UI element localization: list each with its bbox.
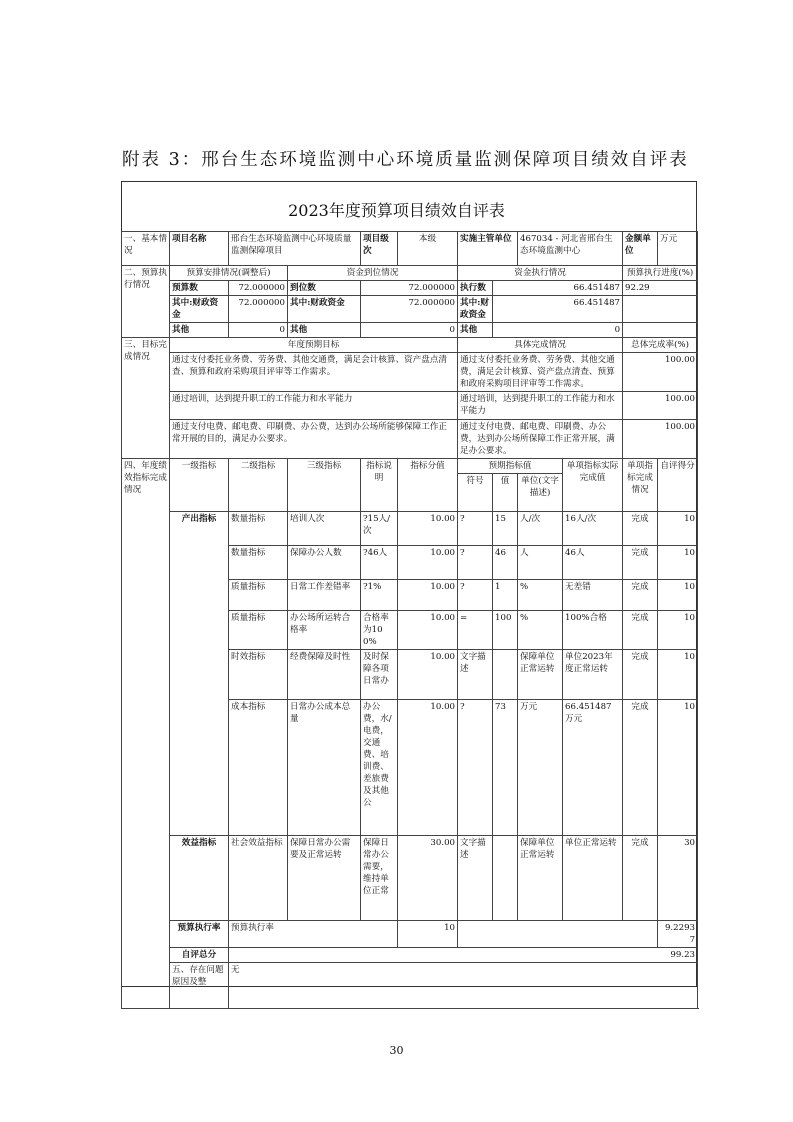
indicator-score: 10.00 — [398, 611, 458, 650]
exec-rate-self-score: 9.22937 — [658, 921, 698, 948]
project-level-label: 项目级次 — [361, 232, 398, 266]
exec-value: 66.451487 — [493, 296, 623, 323]
indicator-desc: ?46人 — [361, 546, 398, 580]
indicator-score: 10.00 — [398, 650, 458, 700]
indicator-l2: 数量指标 — [229, 512, 288, 546]
indicator-unit: 保障单位正常运转 — [518, 836, 563, 921]
indicator-status: 完成 — [623, 611, 658, 650]
section-indicators: 四、年度绩效指标完成情况 — [122, 459, 170, 1009]
budget-row — [122, 323, 698, 338]
exec-label: 其他 — [458, 323, 493, 338]
arrival-label: 其中:财政资金 — [288, 296, 361, 323]
indicator-op: = — [458, 611, 493, 650]
form-title: 2023年度预算项目绩效自评表 — [288, 201, 505, 220]
indicator-unit: % — [518, 611, 563, 650]
issues-row — [122, 963, 698, 1009]
unit-label: 实施主管单位 — [458, 232, 518, 266]
exec-rate-value — [623, 296, 698, 323]
basic-row — [122, 232, 698, 266]
output-indicator-label: 产出指标 — [170, 512, 229, 836]
indicator-op: ? — [458, 700, 493, 836]
header-score: 指标分值 — [398, 459, 458, 512]
goals-annual-header: 年度预期目标 — [170, 338, 458, 353]
arrival-value: 72.000000 — [361, 281, 458, 296]
project-name-label: 项目名称 — [170, 232, 229, 266]
budget-label: 预算数 — [170, 281, 229, 296]
indicator-l3: 保障日常办公需要及正常运转 — [288, 836, 361, 921]
indicator-self-score: 10 — [658, 546, 698, 580]
indicator-status: 完成 — [623, 580, 658, 611]
indicator-l2: 质量指标 — [229, 580, 288, 611]
header-actual: 单项指标实际完成值 — [563, 459, 623, 512]
indicator-self-score: 10 — [658, 650, 698, 700]
header-unit: 单位(文字描述) — [518, 474, 563, 512]
indicator-op: ? — [458, 512, 493, 546]
indicator-row — [122, 512, 698, 546]
indicator-score: 10.00 — [398, 580, 458, 611]
exec-rate-label: 预算执行率 — [170, 921, 229, 948]
indicator-l2: 社会效益指标 — [229, 836, 288, 921]
indicator-self-score: 30 — [658, 836, 698, 921]
goal-done: 通过支付电费、邮电费、印刷费、办公费，达到办公场所保障工作正常开展，满足办公要求。 — [458, 420, 623, 459]
indicator-self-score: 10 — [658, 700, 698, 836]
indicator-score: 10.00 — [398, 700, 458, 836]
indicator-actual: 16人/次 — [563, 512, 623, 546]
budget-label: 其他 — [170, 323, 229, 338]
indicator-desc: 办公费，水/电费，交通费、培训费、差旅费及其他公 — [361, 700, 398, 836]
indicator-self-score: 10 — [658, 580, 698, 611]
goal-rate: 100.00 — [623, 392, 698, 420]
budget-header-row — [122, 266, 698, 281]
exec-rate-l2: 预算执行率 — [229, 921, 398, 948]
unit-value: 467034 - 河北省邢台生态环境监测中心 — [518, 232, 623, 266]
goals-rate-header: 总体完成率(%) — [623, 338, 698, 353]
goal-annual: 通过支付委托业务费、劳务费、其他交通费，满足会计核算、资产盘点清查、预算和政府采购项目评审等工作需求。 — [170, 353, 458, 392]
exec-rate-value — [623, 323, 698, 338]
header-self-score: 自评得分 — [658, 459, 698, 512]
section-budget: 二、预算执行情况 — [122, 266, 170, 338]
indicator-unit: 保障单位正常运转 — [518, 650, 563, 700]
indicator-l2: 质量指标 — [229, 611, 288, 650]
indicator-val — [493, 836, 518, 921]
arrival-label: 其他 — [288, 323, 361, 338]
exec-rate-row — [122, 921, 698, 948]
indicator-val: 1 — [493, 580, 518, 611]
arrival-label: 到位数 — [288, 281, 361, 296]
goal-rate: 100.00 — [623, 420, 698, 459]
indicator-op: 文字描述 — [458, 650, 493, 700]
indicator-l3: 培训人次 — [288, 512, 361, 546]
header-status: 单项指标完成情况 — [623, 459, 658, 512]
arrival-value: 72.000000 — [361, 296, 458, 323]
indicator-header-row — [122, 459, 698, 474]
indicator-desc: ?15人/次 — [361, 512, 398, 546]
exec-rate-score: 10 — [398, 921, 458, 948]
indicator-l2: 成本指标 — [229, 700, 288, 836]
goal-rate: 100.00 — [623, 353, 698, 392]
goals-done-header: 具体完成情况 — [458, 338, 623, 353]
indicator-val — [493, 650, 518, 700]
indicator-actual: 100%合格 — [563, 611, 623, 650]
exec-rate-blank — [458, 921, 658, 948]
exec-value: 66.451487 — [493, 281, 623, 296]
section-goals: 三、目标完成情况 — [122, 338, 170, 459]
indicator-l3: 办公场所运转合格率 — [288, 611, 361, 650]
indicator-op: 文字描述 — [458, 836, 493, 921]
header-op: 符号 — [458, 474, 493, 512]
indicator-status: 完成 — [623, 546, 658, 580]
indicator-l3: 经费保障及时性 — [288, 650, 361, 700]
header-expected: 预期指标值 — [458, 459, 563, 474]
budget-value: 72.000000 — [229, 296, 288, 323]
indicator-score: 10.00 — [398, 512, 458, 546]
section-basic: 一、基本情况 — [122, 232, 170, 266]
indicator-l2: 时效指标 — [229, 650, 288, 700]
header-desc: 指标说明 — [361, 459, 398, 512]
amount-unit-label: 金额单位 — [623, 232, 658, 266]
indicator-status: 完成 — [623, 836, 658, 921]
goal-row — [122, 353, 698, 392]
budget-value: 72.000000 — [229, 281, 288, 296]
indicator-l3: 日常工作差错率 — [288, 580, 361, 611]
indicator-desc: ?1% — [361, 580, 398, 611]
indicator-status: 完成 — [623, 700, 658, 836]
indicator-val: 15 — [493, 512, 518, 546]
goals-header-row — [122, 338, 698, 353]
exec-value: 0 — [493, 323, 623, 338]
indicator-row — [122, 836, 698, 921]
indicator-op: ? — [458, 580, 493, 611]
project-name-value: 邢台生态环境监测中心环境质量监测保障项目 — [229, 232, 361, 266]
goal-row — [122, 392, 698, 420]
indicator-status: 完成 — [623, 650, 658, 700]
header-level1: 一级指标 — [170, 459, 229, 512]
budget-plan-header: 预算安排情况(调整后) — [170, 266, 288, 281]
exec-label: 执行数 — [458, 281, 493, 296]
indicator-self-score: 10 — [658, 512, 698, 546]
header-level2: 二级指标 — [229, 459, 288, 512]
total-value: 99.23 — [229, 948, 698, 963]
indicator-val: 46 — [493, 546, 518, 580]
budget-rate-header: 预算执行进度(%) — [623, 266, 698, 281]
indicator-actual: 单位2023年度正常运转 — [563, 650, 623, 700]
indicator-unit: 万元 — [518, 700, 563, 836]
evaluation-table — [121, 231, 698, 1009]
goal-annual: 通过支付电费、邮电费、印刷费、办公费，达到办公场所能够保障工作正常开展的目的，满足办公要求。 — [170, 420, 458, 459]
page-title: 附表 3：邢台生态环境监测中心环境质量监测保障项目绩效自评表 — [122, 150, 689, 170]
goal-done: 通过支付委托业务费、劳务费、其他交通费，满足会计核算、资产盘点清查、预算和政府采购项目评审等工作需求。 — [458, 353, 623, 392]
issues-value: 无 — [229, 963, 698, 1009]
budget-arrival-header: 资金到位情况 — [288, 266, 458, 281]
amount-unit-value: 万元 — [658, 232, 698, 266]
header-level3: 三级指标 — [288, 459, 361, 512]
indicator-actual: 46人 — [563, 546, 623, 580]
indicator-actual: 66.451487万元 — [563, 700, 623, 836]
indicator-l3: 保障办公人数 — [288, 546, 361, 580]
goal-row — [122, 420, 698, 459]
budget-row — [122, 296, 698, 323]
goal-done: 通过培训，达到提升职工的工作能力和水平能力 — [458, 392, 623, 420]
indicator-desc: 合格率为100% — [361, 611, 398, 650]
exec-rate-value: 92.29 — [623, 281, 698, 296]
indicator-actual: 单位正常运转 — [563, 836, 623, 921]
indicator-actual: 无差错 — [563, 580, 623, 611]
indicator-val: 73 — [493, 700, 518, 836]
goal-annual: 通过培训，达到提升职工的工作能力和水平能力 — [170, 392, 458, 420]
budget-label: 其中:财政资金 — [170, 296, 229, 323]
indicator-unit: 人/次 — [518, 512, 563, 546]
total-label: 自评总分 — [170, 948, 229, 963]
budget-row — [122, 281, 698, 296]
budget-value: 0 — [229, 323, 288, 338]
exec-label: 其中:财政资金 — [458, 296, 493, 323]
header-val: 值 — [493, 474, 518, 512]
indicator-desc: 及时保障各项日常办 — [361, 650, 398, 700]
section-issues: 五、存在问题原因及整 — [170, 963, 229, 1009]
indicator-desc: 保障日常办公需要，维持单位正常 — [361, 836, 398, 921]
benefit-indicator-label: 效益指标 — [170, 836, 229, 921]
indicator-status: 完成 — [623, 512, 658, 546]
indicator-val: 100 — [493, 611, 518, 650]
indicator-score: 30.00 — [398, 836, 458, 921]
indicator-unit: % — [518, 580, 563, 611]
page-number: 30 — [389, 1044, 404, 1057]
indicator-l2: 数量指标 — [229, 546, 288, 580]
indicator-self-score: 10 — [658, 611, 698, 650]
budget-exec-header: 资金执行情况 — [458, 266, 623, 281]
indicator-l3: 日常办公成本总量 — [288, 700, 361, 836]
indicator-op: ? — [458, 546, 493, 580]
indicator-score: 10.00 — [398, 546, 458, 580]
project-level-value: 本级 — [398, 232, 458, 266]
total-row — [122, 948, 698, 963]
arrival-value: 0 — [361, 323, 458, 338]
indicator-unit: 人 — [518, 546, 563, 580]
